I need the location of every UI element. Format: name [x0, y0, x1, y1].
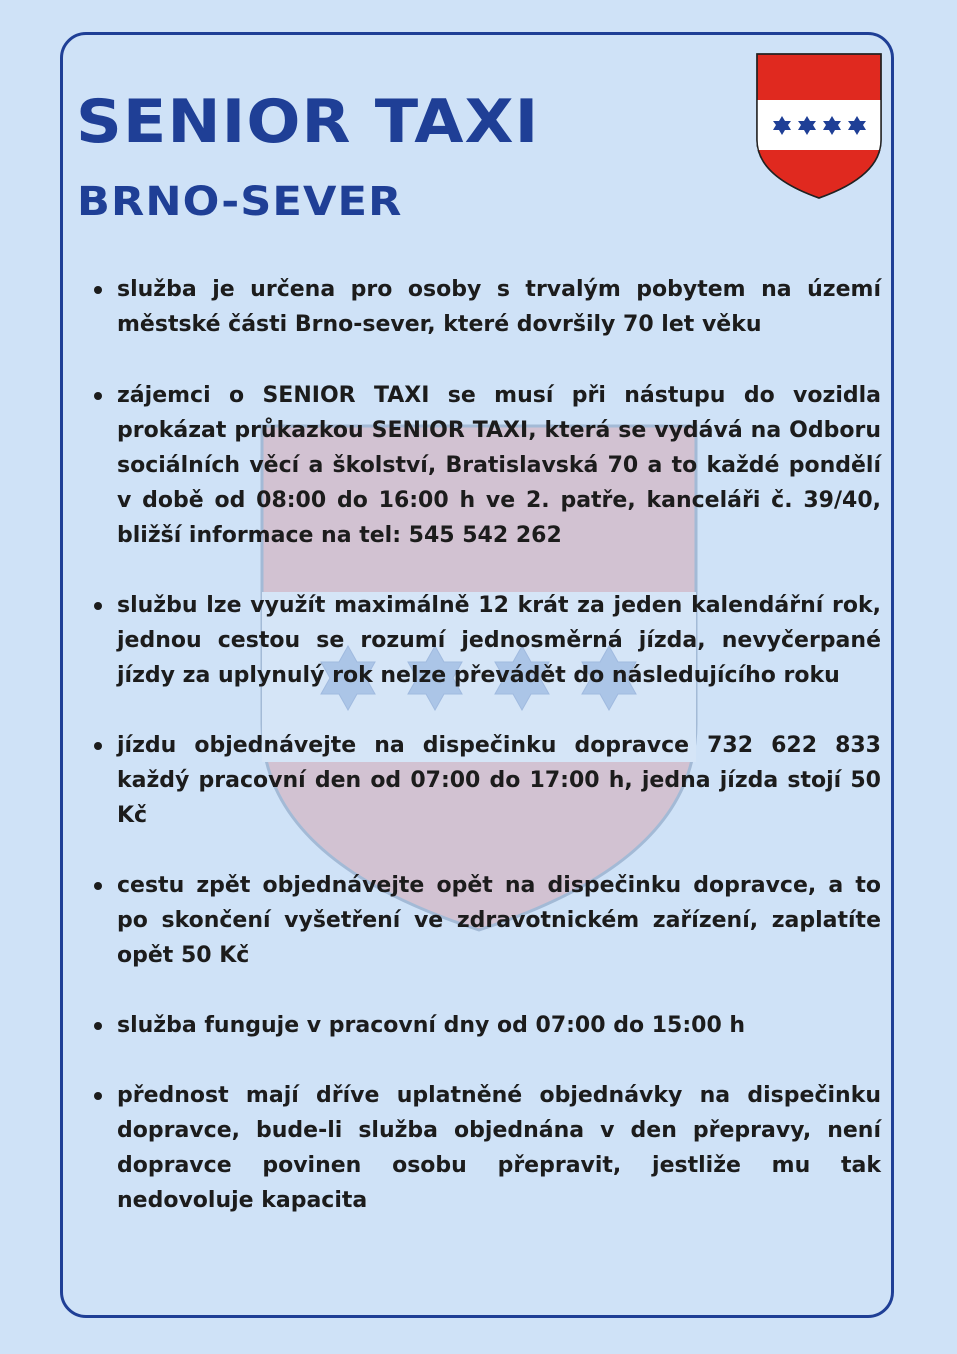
bullet-icon [94, 1092, 102, 1100]
list-item [90, 868, 881, 973]
bullet-icon [94, 1022, 102, 1030]
bullet-icon [94, 602, 102, 610]
list-item-text: služba je určena pro osoby s trvalým pobytem na území městské části Brno-sever, které dovršily 70 let věku [117, 277, 881, 337]
list-item-text: jízdu objednávejte na dispečinku dopravce 732 622 833 každý pracovní den od 07:00 do 17:00 h, jedna jízda stojí 50 Kč [117, 733, 881, 828]
page-subtitle: BRNO-SEVER [77, 179, 403, 225]
bullet-icon [94, 742, 102, 750]
list-item-text: zájemci o SENIOR TAXI se musí při nástupu do vozidla prokázat průkazkou SENIOR TAXI, která se vydává na Odboru sociálních věcí a školství, Bratislavská 70 a to každé pondělí v době od 08:00 do 16:00 h ve 2. patře, kanceláři č. 39/40, bližší informace na tel: 545 542 262 [117, 383, 881, 548]
page-title: SENIOR TAXI [76, 87, 540, 157]
list-item [90, 728, 881, 833]
list-item [90, 1078, 881, 1218]
list-item [90, 272, 881, 342]
list-item-text: cestu zpět objednávejte opět na dispečinku dopravce, a to po skončení vyšetření ve zdravotnickém zařízení, zaplatíte opět 50 Kč [117, 873, 881, 968]
bullet-icon [94, 392, 102, 400]
list-item-text: přednost mají dříve uplatněné objednávky na dispečinku dopravce, bude-li služba objednána v den přepravy, není dopravce povinen osobu přepravit, jestliže mu tak nedovoluje kapacita [117, 1083, 881, 1213]
crest-icon [755, 52, 883, 200]
list-item-text: službu lze využít maximálně 12 krát za jeden kalendářní rok, jednou cestou se rozumí jednosměrná jízda, nevyčerpané jízdy za uplynulý rok nelze převádět do následujícího roku [117, 593, 881, 688]
list-item-text: služba funguje v pracovní dny od 07:00 do 15:00 h [117, 1013, 746, 1038]
list-item [90, 588, 881, 693]
info-list [90, 272, 881, 1218]
bullet-icon [94, 286, 102, 294]
bullet-icon [94, 882, 102, 890]
list-item [90, 378, 881, 553]
list-item [90, 1008, 881, 1043]
